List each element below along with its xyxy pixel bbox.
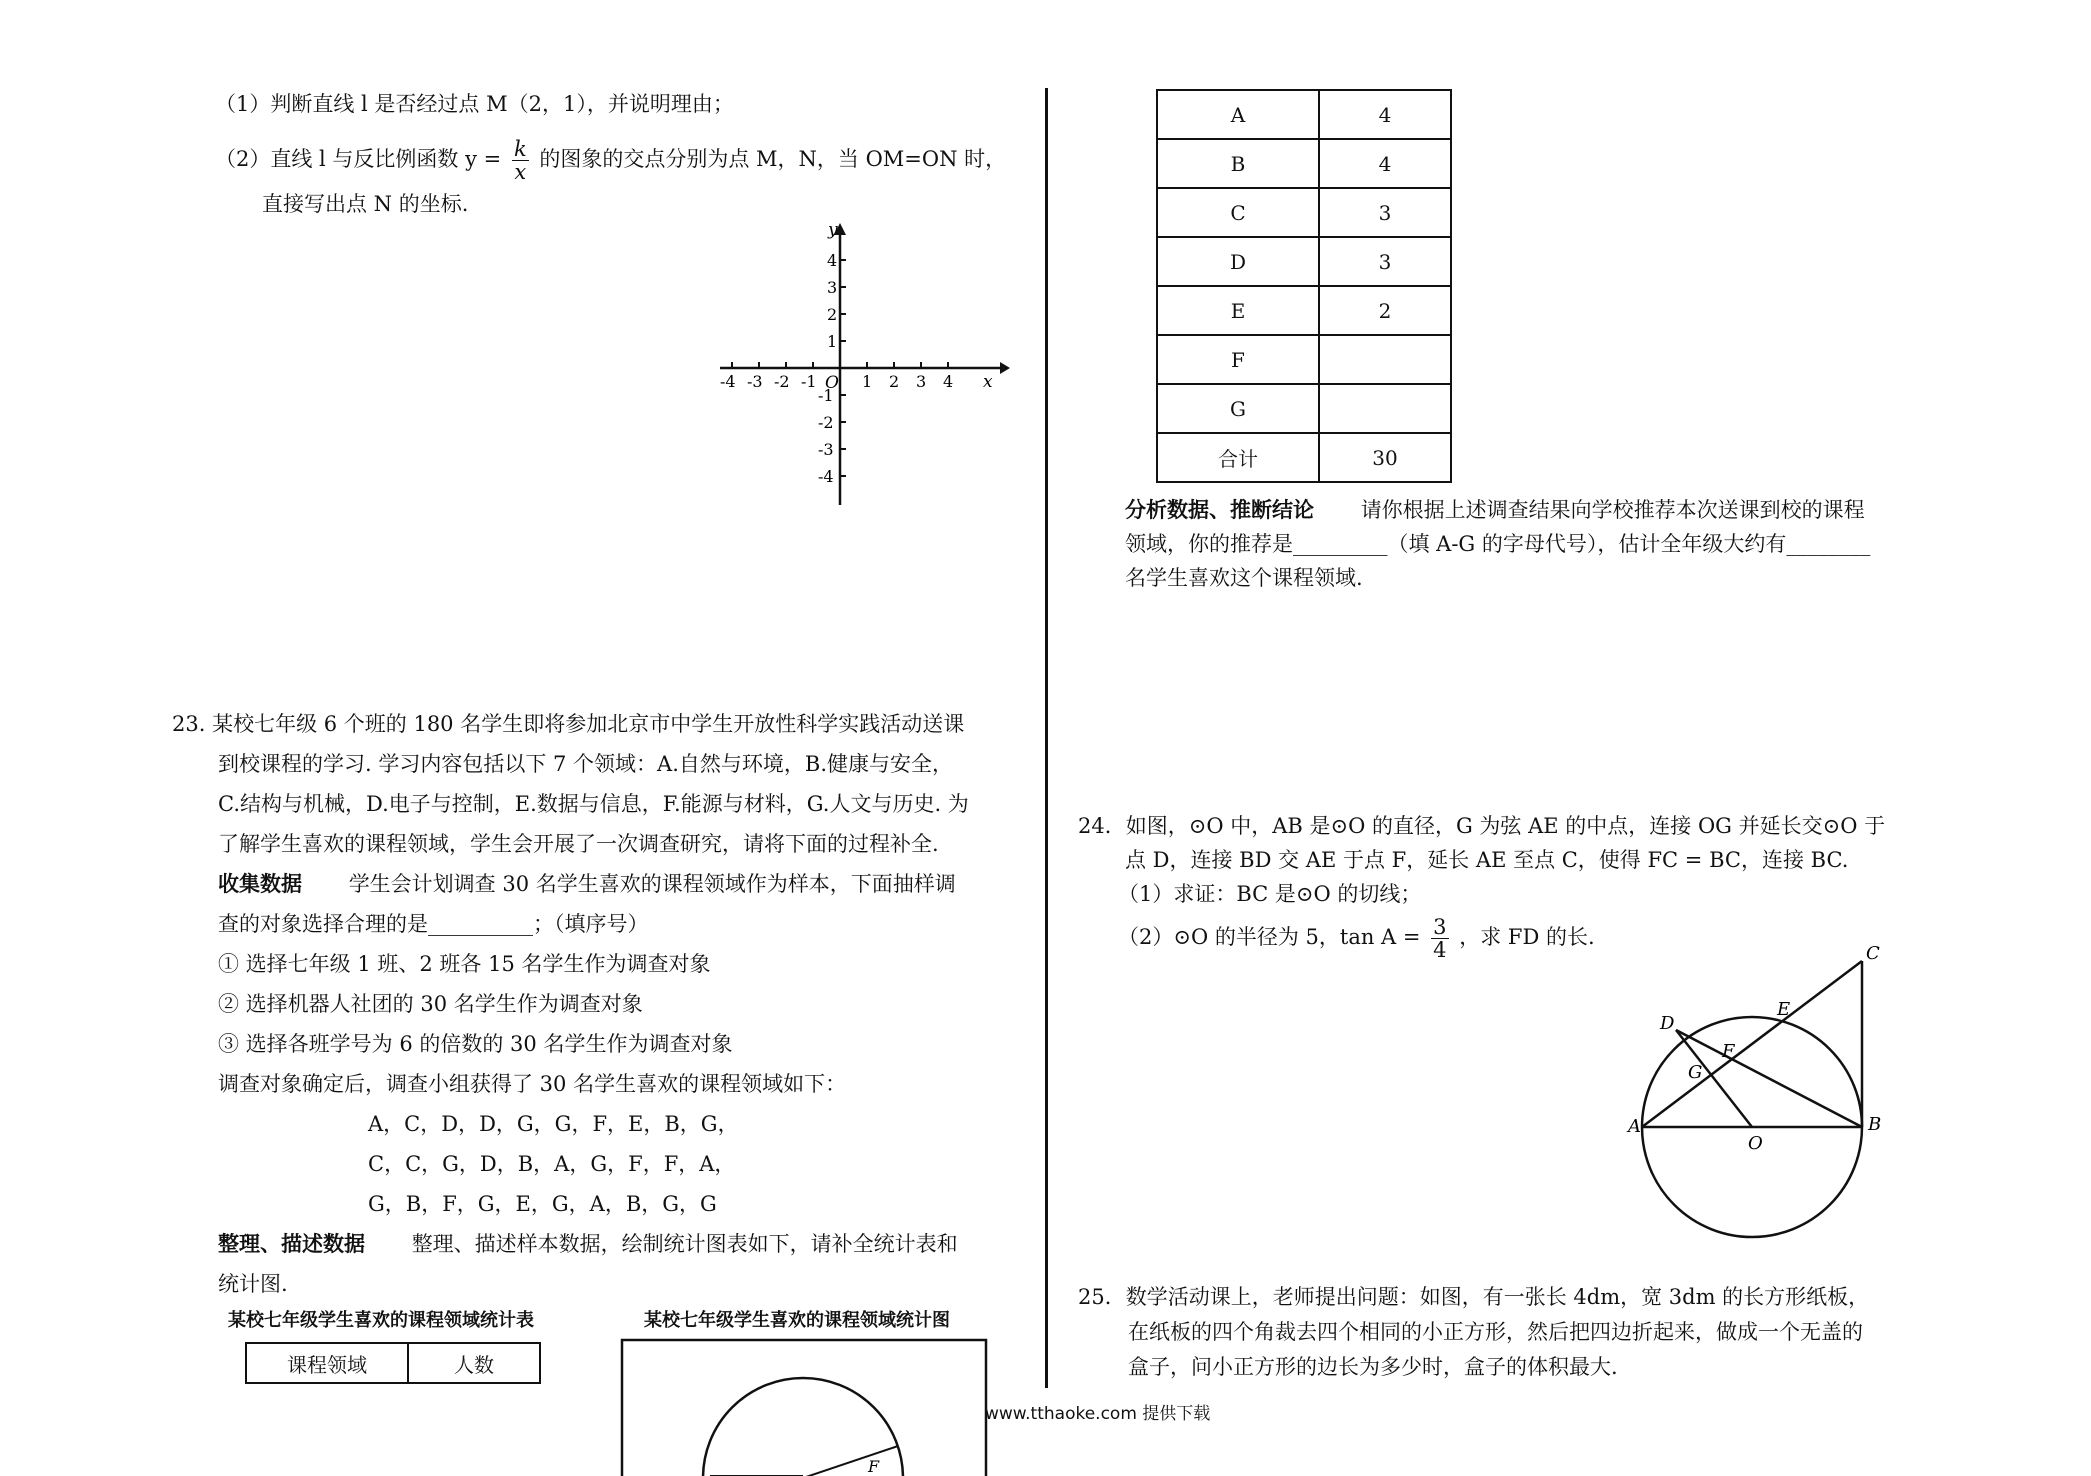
stat-table-header xyxy=(245,1342,541,1384)
y-tick-label: 1 xyxy=(827,332,838,351)
q24-line4-post: ，求 FD 的长. xyxy=(1459,925,1595,950)
y-tick-label: 4 xyxy=(827,251,838,270)
x-tick-label: -2 xyxy=(774,372,790,391)
q23-collect-line2: 查的对象选择合理的是__________；（填序号） xyxy=(218,912,649,936)
pie-sector-line xyxy=(803,1446,898,1476)
stat-table-row xyxy=(1157,384,1451,433)
q23-data-row-2: C，C，G，D，B，A，G，F，F，A， xyxy=(368,1152,736,1176)
analysis-title: 分析数据、推断结论 xyxy=(1125,498,1314,522)
analysis-line-1 xyxy=(1125,498,1865,523)
point-b: B xyxy=(1868,1114,1882,1135)
stat-table xyxy=(1156,89,1452,483)
coordinate-plane xyxy=(710,215,1010,515)
q23-line-4: 了解学生喜欢的课程领域，学生会开展了一次调查研究，请将下面的过程补全. xyxy=(218,832,939,856)
q25-line-3: 盒子，问小正方形的边长为多少时，盒子的体积最大. xyxy=(1128,1355,1618,1379)
stat-cell-domain: A xyxy=(1157,90,1319,139)
stat-table-row xyxy=(1157,139,1451,188)
circle-figure xyxy=(1620,945,1900,1245)
q22-part1: （1）判断直线 l 是否经过点 M（2，1），并说明理由； xyxy=(215,92,734,116)
y-tick-label: -3 xyxy=(818,440,834,459)
q22-frac-den: x xyxy=(514,160,527,185)
x-tick-label: 2 xyxy=(889,372,900,391)
point-d: D xyxy=(1660,1013,1675,1034)
organize-title: 整理、描述数据 xyxy=(218,1232,365,1256)
x-axis-arrow xyxy=(1000,362,1010,374)
q24-frac-den: 4 xyxy=(1433,938,1447,963)
q23-option-1: ① 选择七年级 1 班、2 班各 15 名学生作为调查对象 xyxy=(218,952,711,976)
stat-table-row xyxy=(1157,335,1451,384)
stat-cell-domain: C xyxy=(1157,188,1319,237)
header-domain: 课程领域 xyxy=(246,1343,408,1383)
q23-data-row-1: A，C，D，D，G，G，F，E，B，G， xyxy=(368,1112,739,1136)
q23-organize xyxy=(218,1232,958,1257)
stat-cell-domain: 合计 xyxy=(1157,433,1319,482)
point-e: E xyxy=(1777,999,1791,1020)
chart-caption: 某校七年级学生喜欢的课程领域统计图 xyxy=(644,1310,950,1331)
column-divider xyxy=(1045,88,1048,1388)
segment-bd xyxy=(1676,1030,1862,1127)
point-g: G xyxy=(1688,1062,1703,1083)
analysis-line-2: 领域，你的推荐是_________（填 A-G 的字母代号），估计全年级大约有________ xyxy=(1125,532,1871,556)
q22-part2-post: 的图象的交点分别为点 M，N，当 OM=ON 时， xyxy=(539,147,1007,172)
q22-frac-num: k xyxy=(513,137,527,161)
stat-cell-domain: D xyxy=(1157,237,1319,286)
x-tick-label: -4 xyxy=(720,372,736,391)
y-tick-label: -1 xyxy=(818,386,834,405)
y-axis-label: y xyxy=(828,220,838,240)
stat-cell-count: 3 xyxy=(1319,237,1451,286)
x-tick-label: 3 xyxy=(916,372,927,391)
point-a: A xyxy=(1628,1116,1641,1137)
q24-frac-num: 3 xyxy=(1433,915,1447,939)
q24-line-2: 点 D，连接 BD 交 AE 于点 F，延长 AE 至点 C，使得 FC = BC，连接 BC. xyxy=(1125,848,1849,872)
stat-cell-count: 4 xyxy=(1319,90,1451,139)
stat-table-row xyxy=(1157,433,1451,482)
organize-text: 整理、描述样本数据，绘制统计图表如下，请补全统计表和 xyxy=(411,1232,958,1256)
footer xyxy=(985,1404,1210,1424)
stat-cell-count: 4 xyxy=(1319,139,1451,188)
collect-text: 学生会计划调查 30 名学生喜欢的课程领域作为样本，下面抽样调 xyxy=(348,872,956,896)
collect-title: 收集数据 xyxy=(218,872,302,896)
stat-table-row xyxy=(1157,237,1451,286)
stat-table-row xyxy=(1157,188,1451,237)
q23-data-row-3: G，B，F，G，E，G，A，B，G，G xyxy=(368,1192,717,1216)
stat-cell-count: 3 xyxy=(1319,188,1451,237)
footer-site-link[interactable]: www.tthaoke.com xyxy=(985,1404,1137,1424)
q22-fraction xyxy=(512,138,529,183)
analysis-line-3: 名学生喜欢这个课程领域. xyxy=(1125,566,1363,590)
stat-cell-domain: E xyxy=(1157,286,1319,335)
q23-line-3: C.结构与机械，D.电子与控制，E.数据与信息，F.能源与材料，G.人文与历史. 为 xyxy=(218,792,969,816)
stat-cell-domain: B xyxy=(1157,139,1319,188)
point-c: C xyxy=(1866,945,1880,964)
q25-line-2: 在纸板的四个角裁去四个相同的小正方形，然后把四边折起来，做成一个无盖的 xyxy=(1128,1320,1863,1344)
y-tick-label: 2 xyxy=(827,305,838,324)
stat-cell-domain: G xyxy=(1157,384,1319,433)
x-tick-label: -3 xyxy=(747,372,763,391)
x-tick-label: -1 xyxy=(801,372,817,391)
q24-line-3: （1）求证：BC 是⊙O 的切线； xyxy=(1118,882,1422,906)
x-tick-label: 1 xyxy=(862,372,873,391)
y-tick-label: 3 xyxy=(827,278,838,297)
q23-line-2: 到校课程的学习. 学习内容包括以下 7 个领域：A.自然与环境，B.健康与安全， xyxy=(218,752,954,776)
header-count: 人数 xyxy=(408,1343,540,1383)
pie-frame xyxy=(622,1340,986,1476)
footer-suffix: 提供下载 xyxy=(1142,1404,1211,1424)
q22-part2 xyxy=(215,138,1006,183)
pie-chart xyxy=(620,1338,990,1476)
stat-table-row xyxy=(1157,286,1451,335)
x-axis-label: x xyxy=(983,372,993,392)
stat-table-row xyxy=(1157,90,1451,139)
x-tick-label: 4 xyxy=(943,372,954,391)
q23-option-2: ② 选择机器人社团的 30 名学生作为调查对象 xyxy=(218,992,643,1016)
q24-line4-pre: （2）⊙O 的半径为 5，tan A = xyxy=(1118,925,1421,950)
y-tick-label: -2 xyxy=(818,413,834,432)
stat-cell-count xyxy=(1319,384,1451,433)
q23-organize-line2: 统计图. xyxy=(218,1272,288,1296)
q24-line-1: 24．如图，⊙O 中，AB 是⊙O 的直径，G 为弦 AE 的中点，连接 OG 并延长交⊙O 于 xyxy=(1078,814,1886,838)
segment-ac xyxy=(1642,961,1862,1127)
stat-cell-count xyxy=(1319,335,1451,384)
stat-cell-domain: F xyxy=(1157,335,1319,384)
q24-line-4 xyxy=(1118,916,1595,961)
stat-cell-count: 30 xyxy=(1319,433,1451,482)
pie-label-f: F xyxy=(868,1457,880,1476)
table-caption: 某校七年级学生喜欢的课程领域统计表 xyxy=(228,1310,534,1331)
q23-line-1: 23. 某校七年级 6 个班的 180 名学生即将参加北京市中学生开放性科学实践活动送课 xyxy=(172,712,965,736)
q23-collect xyxy=(218,872,956,897)
q22-part2-pre: （2）直线 l 与反比例函数 y = xyxy=(215,147,502,172)
q24-fraction xyxy=(1431,916,1448,961)
analysis-text: 请你根据上述调查结果向学校推荐本次送课到校的课程 xyxy=(1360,498,1865,522)
stat-cell-count: 2 xyxy=(1319,286,1451,335)
y-tick-label: -4 xyxy=(818,467,834,486)
point-f: F xyxy=(1722,1041,1735,1062)
q23-result-intro: 调查对象确定后，调查小组获得了 30 名学生喜欢的课程领域如下： xyxy=(218,1072,847,1096)
q22-part2-line2: 直接写出点 N 的坐标. xyxy=(262,192,469,216)
q25-line-1: 25．数学活动课上，老师提出问题：如图，有一张长 4dm，宽 3dm 的长方形纸板， xyxy=(1078,1285,1870,1309)
origin-label: O xyxy=(825,373,839,393)
point-o: O xyxy=(1748,1133,1763,1154)
q23-option-3: ③ 选择各班学号为 6 的倍数的 30 名学生作为调查对象 xyxy=(218,1032,733,1056)
